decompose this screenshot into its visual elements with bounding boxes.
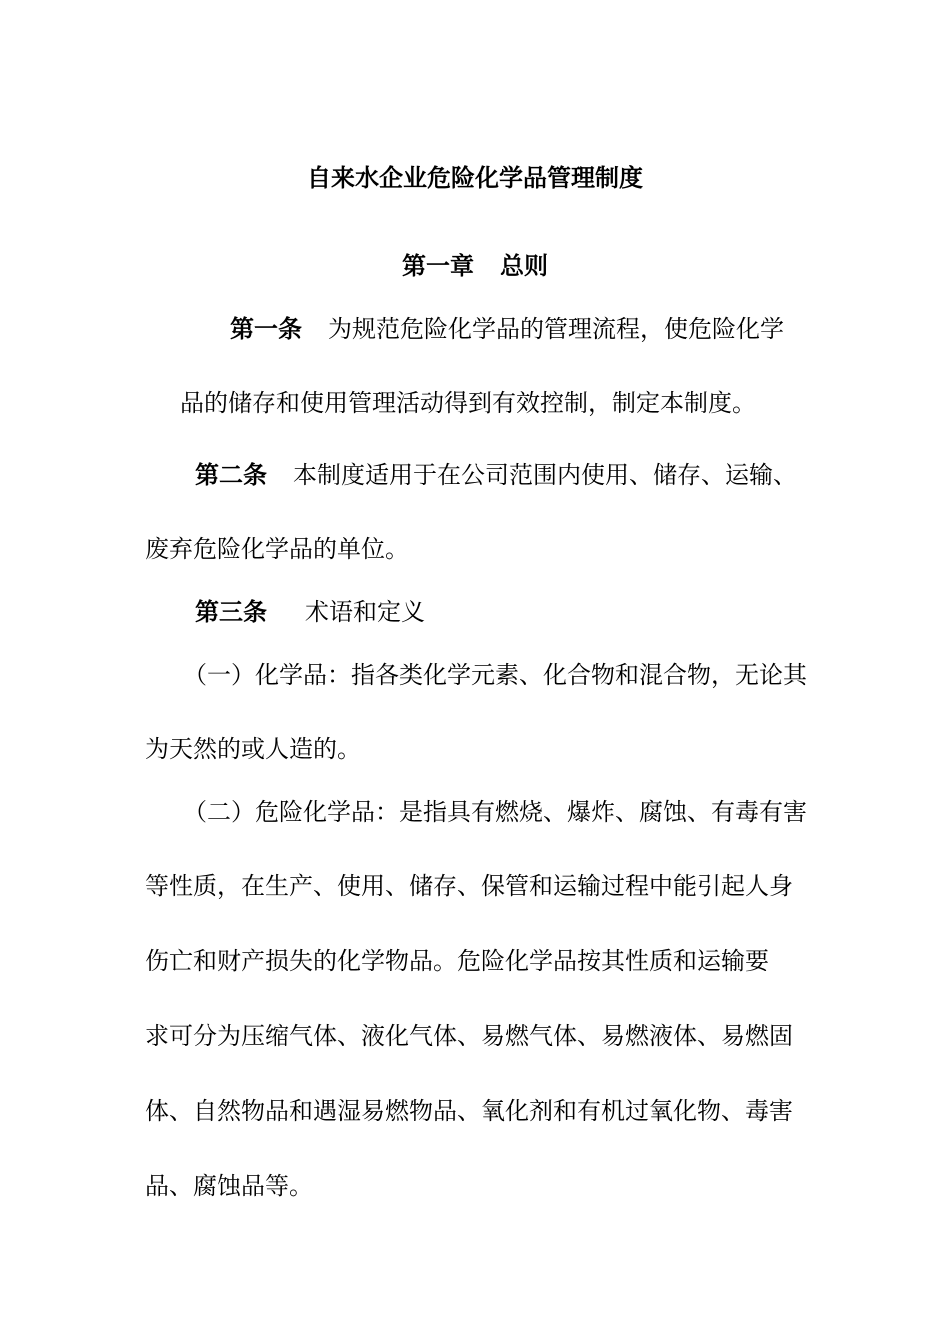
article-2-line-2 <box>145 531 810 567</box>
article-2-line-1 <box>195 457 810 493</box>
definition-2-text-2: 等性质，在生产、使用、储存、保管和运输过程中能引起人身 <box>145 872 793 900</box>
definition-2-line-6 <box>145 1168 810 1204</box>
chapter-name: 总则 <box>500 252 548 280</box>
definition-2-line-4 <box>145 1018 810 1054</box>
article-3-heading: 术语和定义 <box>305 598 425 626</box>
definition-2-text-3: 伤亡和财产损失的化学物品。危险化学品按其性质和运输要 <box>145 947 769 975</box>
chapter-number: 第一章 <box>402 252 474 280</box>
article-1-text-1: 为规范危险化学品的管理流程，使危险化学 <box>328 315 784 343</box>
article-1-line-1 <box>230 311 810 347</box>
article-3-label: 第三条 <box>195 598 267 626</box>
chapter-heading <box>0 248 950 284</box>
document-title: 自来水企业危险化学品管理制度 <box>307 164 643 192</box>
definition-2-text-6: 品、腐蚀品等。 <box>145 1172 313 1200</box>
article-2-text-1: 本制度适用于在公司范围内使用、储存、运输、 <box>293 461 797 489</box>
definition-1-line-1 <box>183 657 810 693</box>
definition-2-text-5: 体、自然物品和遇湿易燃物品、氧化剂和有机过氧化物、毒害 <box>145 1097 793 1125</box>
definition-2-line-1 <box>183 794 810 830</box>
definition-2-text-1: （二）危险化学品：是指具有燃烧、爆炸、腐蚀、有毒有害 <box>183 798 807 826</box>
definition-2-text-4: 求可分为压缩气体、液化气体、易燃气体、易燃液体、易燃固 <box>145 1022 793 1050</box>
article-1-line-2 <box>180 385 810 421</box>
definition-2-line-5 <box>145 1093 810 1129</box>
article-1-text-2: 品的储存和使用管理活动得到有效控制，制定本制度。 <box>180 389 756 417</box>
definition-1-text-1: （一）化学品：指各类化学元素、化合物和混合物，无论其 <box>183 661 807 689</box>
article-2-label: 第二条 <box>195 461 267 489</box>
article-1-label: 第一条 <box>230 315 302 343</box>
definition-1-text-2: 为天然的或人造的。 <box>145 735 361 763</box>
definition-2-line-3 <box>145 943 810 979</box>
definition-1-line-2 <box>145 731 810 767</box>
article-2-text-2: 废弃危险化学品的单位。 <box>145 535 409 563</box>
definition-2-line-2 <box>145 868 810 904</box>
article-3-heading-line <box>195 594 810 630</box>
